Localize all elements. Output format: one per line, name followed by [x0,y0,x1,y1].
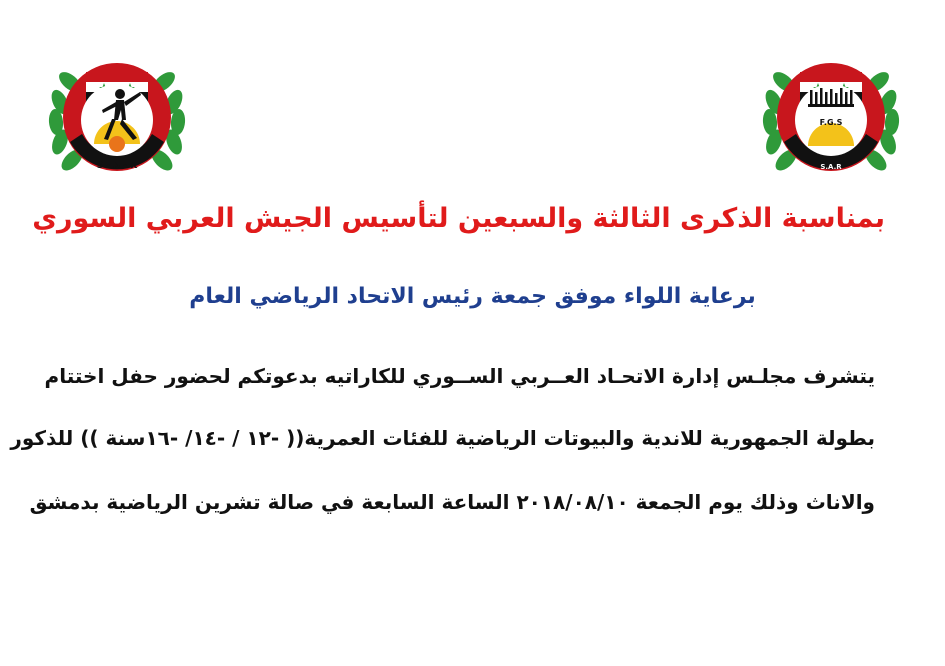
body-line-2: بطولة الجمهورية للاندية والبيوتات الرياضية للفئات العمرية(( -١٢ / -١٤/ -١٦سنة )) للذكور [10,426,875,450]
abbreviation-bottom-text: S.A.R [820,163,842,171]
body-line-3: والاناث وذلك يوم الجمعة ٢٠١٨/٠٨/١٠ الساعة السابعة في صالة تشرين الرياضية بدمشق [29,490,875,514]
headline: بمناسبة الذكرى الثالثة والسبعين لتأسيس الجيش العربي السوري [32,203,885,234]
sports-federation-logo [756,42,906,192]
body-line-1: يتشرف مجلـس إدارة الاتحـاد العــربي الســوري للكاراتيه بدعوتكم لحضور حفل اختتام [44,364,875,388]
abbreviation-text: S - A - K [96,161,138,171]
karate-federation-logo [42,42,192,192]
abbreviation-center-text: F.G.S [819,118,843,127]
karate-emblem-graphic [42,42,192,192]
sports-federation-emblem-graphic [756,42,906,192]
patronage-line: برعاية اللواء موفق جمعة رئيس الاتحاد الرياضي العام [189,284,756,309]
